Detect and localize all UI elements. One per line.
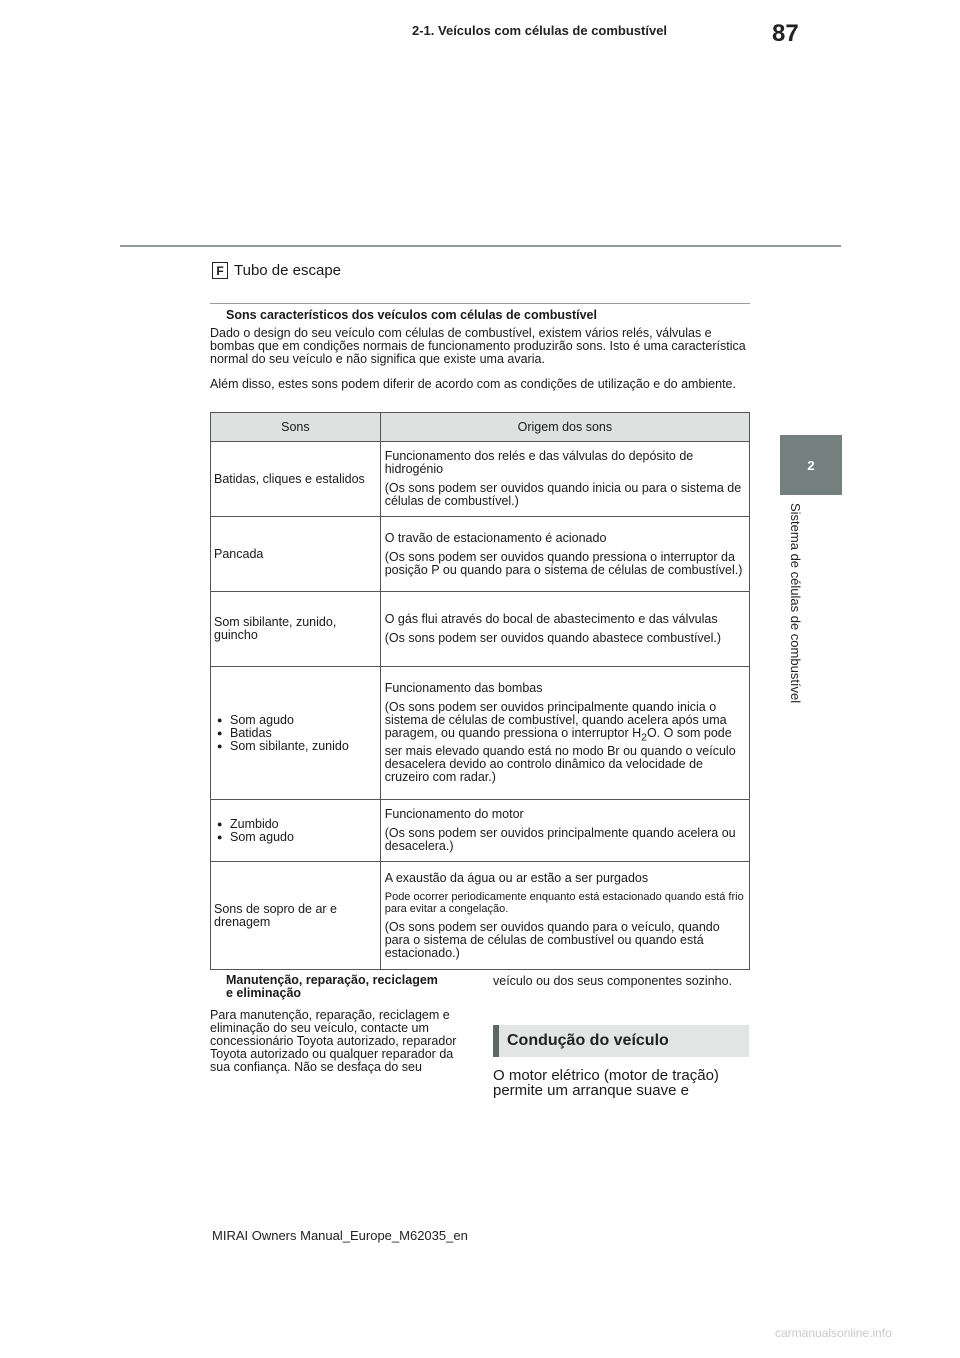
origin-line: O travão de estacionamento é acionado [384, 530, 607, 545]
item-marker-f: F [212, 262, 228, 279]
origin-note: Pode ocorrer periodicamente enquanto está estacionado quando está frio para evitar a congelação. [384, 890, 744, 915]
column-header-origin: Origem dos sons [380, 413, 749, 442]
table-row [211, 800, 750, 862]
table-row [211, 592, 750, 667]
maintenance-text: Para manutenção, reparação, reciclagem e eliminação do seu veículo, contacte um concessionário Toyota autorizado, reparador Toyota autorizado ou qualquer reparador da sua confiança. Não se desfaça do seu [210, 1008, 457, 1074]
sound-list-item: ● Som agudo [214, 714, 377, 727]
header-rule [120, 245, 841, 247]
sound-list-item: ● Zumbido [214, 818, 377, 831]
sound-cell [211, 667, 381, 800]
sound-list-item: ● Batidas [214, 727, 377, 740]
origin-line: (Os sons podem ser ouvidos quando abastece combustível.) [384, 631, 722, 645]
origin-line: Funcionamento dos relés e das válvulas do depósito de hidrogénio [384, 449, 694, 476]
origin-line: (Os sons podem ser ouvidos quando inicia ou para o sistema de células de combustível.) [384, 481, 742, 508]
footer-manual-id: MIRAI Owners Manual_Europe_M62035_en [212, 1228, 468, 1243]
sound-cell [211, 800, 381, 862]
sounds-table [210, 412, 750, 970]
sound-cell: Pancada [211, 517, 381, 592]
sound-list-item: ● Som sibilante, zunido [214, 740, 377, 753]
table-row [211, 667, 750, 800]
origin-cell [380, 442, 749, 517]
table-row [211, 862, 750, 970]
origin-cell [380, 800, 749, 862]
table-header-row [211, 413, 750, 442]
section-divider [210, 303, 750, 304]
page-number: 87 [772, 20, 799, 47]
table-row [211, 517, 750, 592]
origin-line: A exaustão da água ou ar estão a ser purgados [384, 870, 649, 885]
origin-line: (Os sons podem ser ouvidos quando para o veículo, quando para o sistema de células de combustível ou quando está estacionado.) [384, 919, 720, 960]
sounds-paragraph-1: Dado o design do seu veículo com células de combustível, existem vários relés, válvulas e bombas que em condições normais de funcionamento produzirão sons. Isto é uma característica normal do seu veículo e não significa que existe uma avaria. [210, 326, 746, 366]
table-row [211, 442, 750, 517]
sound-cell: Batidas, cliques e estalidos [211, 442, 381, 517]
chapter-side-label: Sistema de células de combustível [788, 503, 803, 704]
driving-section-heading: Condução do veículo [493, 1025, 749, 1057]
column-header-sounds: Sons [211, 413, 381, 442]
origin-cell [380, 862, 749, 970]
driving-text: O motor elétrico (motor de tração) permite um arranque suave e [493, 1067, 719, 1099]
sound-list [214, 714, 377, 753]
sounds-heading: Sons característicos dos veículos com células de combustível [226, 308, 597, 322]
item-f-label: Tubo de escape [234, 262, 342, 279]
origin-cell [380, 667, 749, 800]
origin-line: Funcionamento das bombas [384, 681, 543, 696]
origin-line: (Os sons podem ser ouvidos principalmente quando inicia o sistema de células de combustível, quando acelera após uma paragem, ou quando pressiona o interruptor $H_2O$. O som pode ser mais elevado quando está no modo Br ou quando o veículo desacelera devido ao controlo dinâmico da velocidade de cruzeiro com radar.) [384, 700, 736, 784]
origin-cell [380, 592, 749, 667]
item-f [212, 262, 341, 279]
sound-cell: Sons de sopro de ar e drenagem [211, 862, 381, 970]
sound-list-item: ● Som agudo [214, 831, 377, 844]
sounds-paragraph-2: Além disso, estes sons podem diferir de acordo com as condições de utilização e do ambiente. [210, 377, 736, 391]
section-header: 2-1. Veículos com células de combustível [412, 23, 668, 38]
origin-cell [380, 517, 749, 592]
origin-line: (Os sons podem ser ouvidos principalmente quando acelera ou desacelera.) [384, 826, 736, 853]
chapter-tab: 2 [780, 435, 842, 495]
origin-line: O gás flui através do bocal de abastecimento e das válvulas [384, 612, 718, 626]
sound-cell: Som sibilante, zunido, guincho [211, 592, 381, 667]
watermark: carmanualsonline.info [775, 1326, 892, 1340]
sound-list [214, 818, 377, 844]
maintenance-heading: Manutenção, reparação, reciclagem e eliminação [226, 973, 438, 1000]
origin-line: (Os sons podem ser ouvidos quando pressiona o interruptor da posição P ou quando para o sistema de células de combustível.) [384, 549, 743, 577]
maintenance-continuation: veículo ou dos seus componentes sozinho. [493, 974, 733, 988]
origin-line: Funcionamento do motor [384, 807, 524, 821]
